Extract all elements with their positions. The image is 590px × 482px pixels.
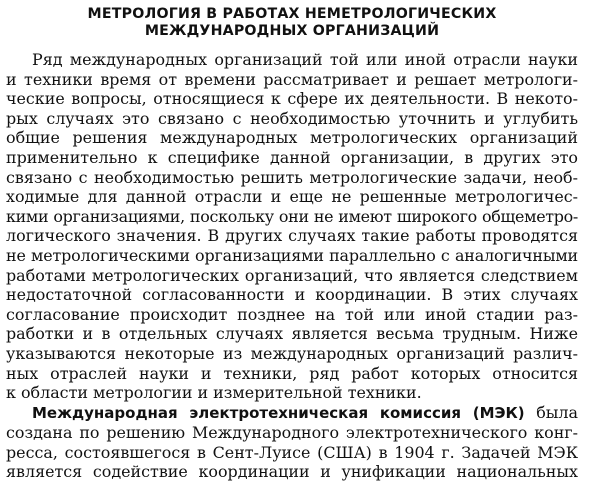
text-line: ческие вопросы, относящиеся к сфере их деятельности. В некото- bbox=[6, 89, 578, 109]
text-line: согласование происходит позднее на той или иной стадии раз- bbox=[6, 304, 578, 324]
text-line bbox=[6, 403, 578, 424]
text-line: логического значения. В других случаях такие работы проводятся bbox=[6, 226, 578, 246]
text-line: ходимые для данной отрасли и еще не решенные метрологичес- bbox=[6, 187, 578, 207]
text-line: недостаточной согласованности и координации. В этих случаях bbox=[6, 285, 578, 305]
text-fragment: была bbox=[536, 402, 578, 422]
text-line: общие решения международных метрологических организаций bbox=[6, 128, 578, 148]
text-line: создана по решению Международного электротехнического конг- bbox=[6, 423, 578, 443]
text-line: является содействие координации и унификации национальных bbox=[6, 462, 578, 482]
section-title-line-2: МЕЖДУНАРОДНЫХ ОРГАНИЗАЦИЙ bbox=[144, 23, 440, 39]
paragraph-intro bbox=[6, 50, 578, 403]
paragraph-iec bbox=[6, 403, 578, 482]
text-line: применительно к специфике данной организации, в других это bbox=[6, 147, 578, 167]
text-line: рых случаях это связано с необходимостью уточнить и углубить bbox=[6, 108, 578, 128]
text-line: связано с необходимостью решить метрологические задачи, необ- bbox=[6, 167, 578, 187]
text-line: не метрологическими организациями параллельно с аналогичными bbox=[6, 245, 578, 265]
text-line: к области метрологии и измерительной техники. bbox=[6, 383, 422, 403]
text-line: ных отраслей науки и техники, ряд работ которых относится bbox=[6, 363, 578, 383]
text-line: и техники время от времени рассматривает и решает метрологи- bbox=[6, 69, 578, 89]
section-title bbox=[6, 6, 578, 40]
text-line: работки и в отдельных случаях является весьма трудным. Ниже bbox=[6, 324, 578, 344]
section-title-line-1: МЕТРОЛОГИЯ В РАБОТАХ НЕМЕТРОЛОГИЧЕСКИХ bbox=[87, 6, 497, 22]
text-line: работами метрологических организаций, что является следствием bbox=[6, 265, 578, 285]
text-line: Ряд международных организаций той или иной отрасли науки bbox=[32, 50, 578, 69]
text-line: указываются некоторые из международных организаций различ- bbox=[6, 343, 578, 363]
organization-name: Международная электротехническая комиссия (МЭК) bbox=[32, 403, 525, 422]
text-line: ресса, состоявшегося в Сент-Луисе (США) в 1904 г. Задачей МЭК bbox=[6, 442, 578, 462]
text-line: кими организациями, поскольку они не имеют широкого общеметро- bbox=[6, 206, 578, 226]
